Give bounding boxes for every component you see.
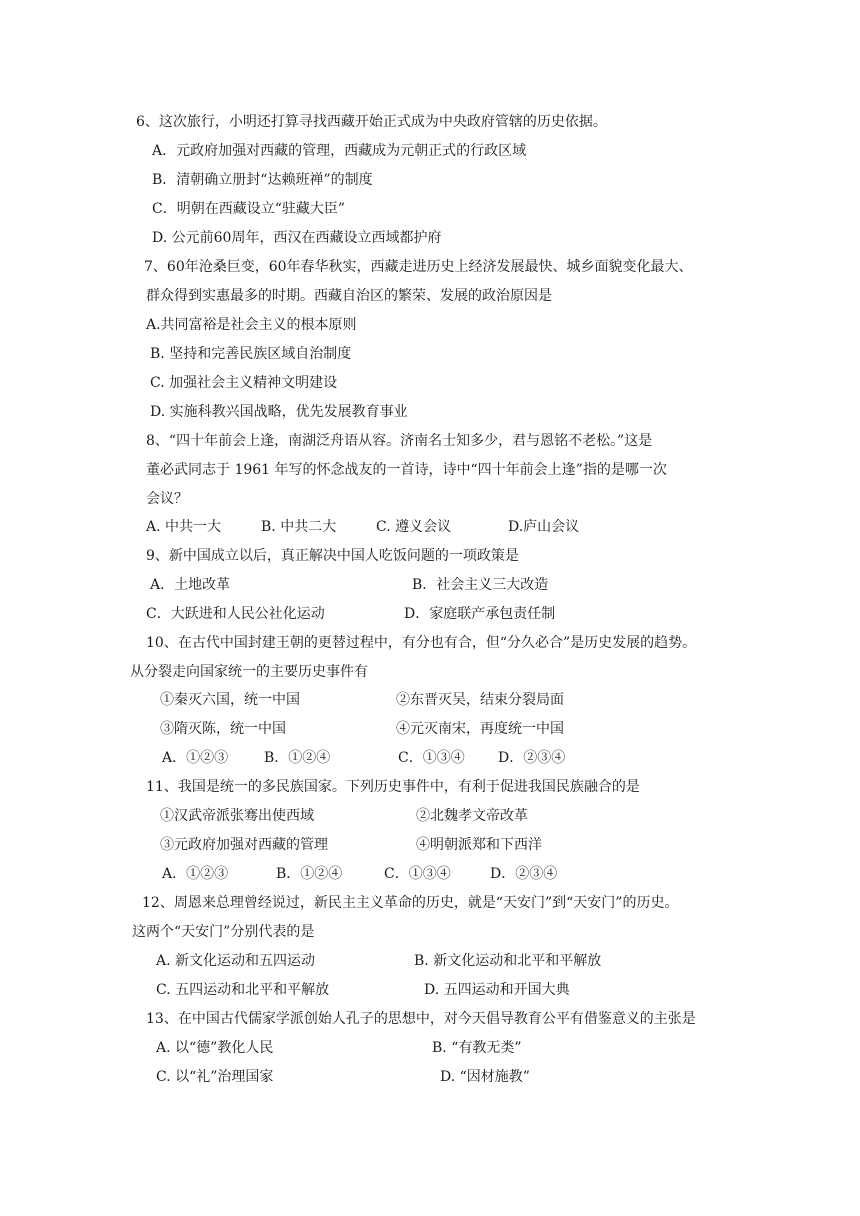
option-b: B．①②④ xyxy=(276,866,343,882)
statement-4: ④明朝派郑和下西洋 xyxy=(416,837,542,853)
option-a: A．①②③ xyxy=(162,750,229,766)
option-b: B．清朝确立册封“达赖班禅”的制度 xyxy=(152,172,373,188)
option-d: D. 五四运动和开国大典 xyxy=(424,982,570,998)
statement-2: ②北魏孝文帝改革 xyxy=(416,808,528,824)
option-c: C. 遵义会议 xyxy=(376,519,452,535)
option-b: B. 中共二大 xyxy=(261,519,337,535)
option-c: C．①③④ xyxy=(384,866,451,882)
question-stem: 7、60年沧桑巨变，60年春华秋实，西藏走进历史上经济发展最快、城乡面貌变化最大、 xyxy=(144,259,693,275)
option-d: D. 公元前60周年，西汉在西藏设立西域都护府 xyxy=(152,230,442,246)
question-stem-cont: 从分裂走向国家统一的主要历史事件有 xyxy=(130,664,368,680)
statement-1: ①汉武帝派张骞出使西域 xyxy=(160,808,314,824)
statement-1: ①秦灭六国，统一中国 xyxy=(160,692,300,708)
option-a: A．①②③ xyxy=(162,866,229,882)
option-d: D. 实施科教兴国战略，优先发展教育事业 xyxy=(150,404,408,420)
question-stem: 12、周恩来总理曾经说过，新民主主义革命的历史，就是“天安门”到“天安门”的历史。 xyxy=(142,895,679,911)
option-d: D.庐山会议 xyxy=(508,519,580,535)
option-a: A. 新文化运动和五四运动 xyxy=(156,953,316,969)
question-stem: 13、在中国古代儒家学派创始人孔子的思想中，对今天倡导教育公平有借鉴意义的主张是 xyxy=(146,1011,696,1027)
question-stem-cont: 会议？ xyxy=(146,491,188,507)
question-stem-cont: 这两个“天安门”分别代表的是 xyxy=(132,924,315,940)
statement-4: ④元灭南宋，再度统一中国 xyxy=(396,721,564,737)
option-b: B．①②④ xyxy=(264,750,331,766)
question-stem-cont: 群众得到实惠最多的时期。西藏自治区的繁荣、发展的政治原因是 xyxy=(146,288,552,304)
option-d: D．②③④ xyxy=(498,750,566,766)
statement-2: ②东晋灭吴，结束分裂局面 xyxy=(396,692,564,708)
option-b: B. 坚持和完善民族区域自治制度 xyxy=(150,346,352,362)
option-d: D．家庭联产承包责任制 xyxy=(404,606,556,622)
question-stem: 9、新中国成立以后，真正解决中国人吃饭问题的一项政策是 xyxy=(146,548,519,564)
option-c: C．明朝在西藏设立“驻藏大臣” xyxy=(152,201,346,217)
option-a: A.共同富裕是社会主义的根本原则 xyxy=(146,317,357,333)
option-c: C．①③④ xyxy=(398,750,465,766)
option-b: B. 新文化运动和北平和平解放 xyxy=(414,953,602,969)
question-stem: 10、在古代中国封建王朝的更替过程中，有分也有合，但“分久必合”是历史发展的趋势。 xyxy=(146,635,697,651)
option-c: C. 加强社会主义精神文明建设 xyxy=(150,375,338,391)
option-d: D. “因材施教” xyxy=(440,1069,530,1085)
question-stem: 6、这次旅行，小明还打算寻找西藏开始正式成为中央政府管辖的历史依据。 xyxy=(136,114,607,130)
statement-3: ③隋灭陈，统一中国 xyxy=(160,721,286,737)
option-a: A．元政府加强对西藏的管理，西藏成为元朝正式的行政区域 xyxy=(152,143,527,159)
option-b: B. “有教无类” xyxy=(432,1040,522,1056)
question-stem: 8、“四十年前会上逢，南湖泛舟语从容。济南名士知多少，君与恩铭不老松。”这是 xyxy=(146,433,653,449)
option-d: D．②③④ xyxy=(490,866,558,882)
option-c: C．大跃进和人民公社化运动 xyxy=(146,606,325,622)
option-c: C. 五四运动和北平和平解放 xyxy=(156,982,330,998)
option-a: A. 中共一大 xyxy=(146,519,222,535)
statement-3: ③元政府加强对西藏的管理 xyxy=(160,837,328,853)
question-stem: 11、我国是统一的多民族国家。下列历史事件中，有利于促进我国民族融合的是 xyxy=(146,779,640,795)
option-c: C. 以“礼”治理国家 xyxy=(156,1069,274,1085)
option-b: B．社会主义三大改造 xyxy=(412,577,549,593)
option-a: A. 以“德”教化人民 xyxy=(156,1040,274,1056)
option-a: A．土地改革 xyxy=(150,577,231,593)
question-stem-cont: 董必武同志于 1961 年写的怀念战友的一首诗，诗中“四十年前会上逢”指的是哪一次 xyxy=(146,462,667,478)
